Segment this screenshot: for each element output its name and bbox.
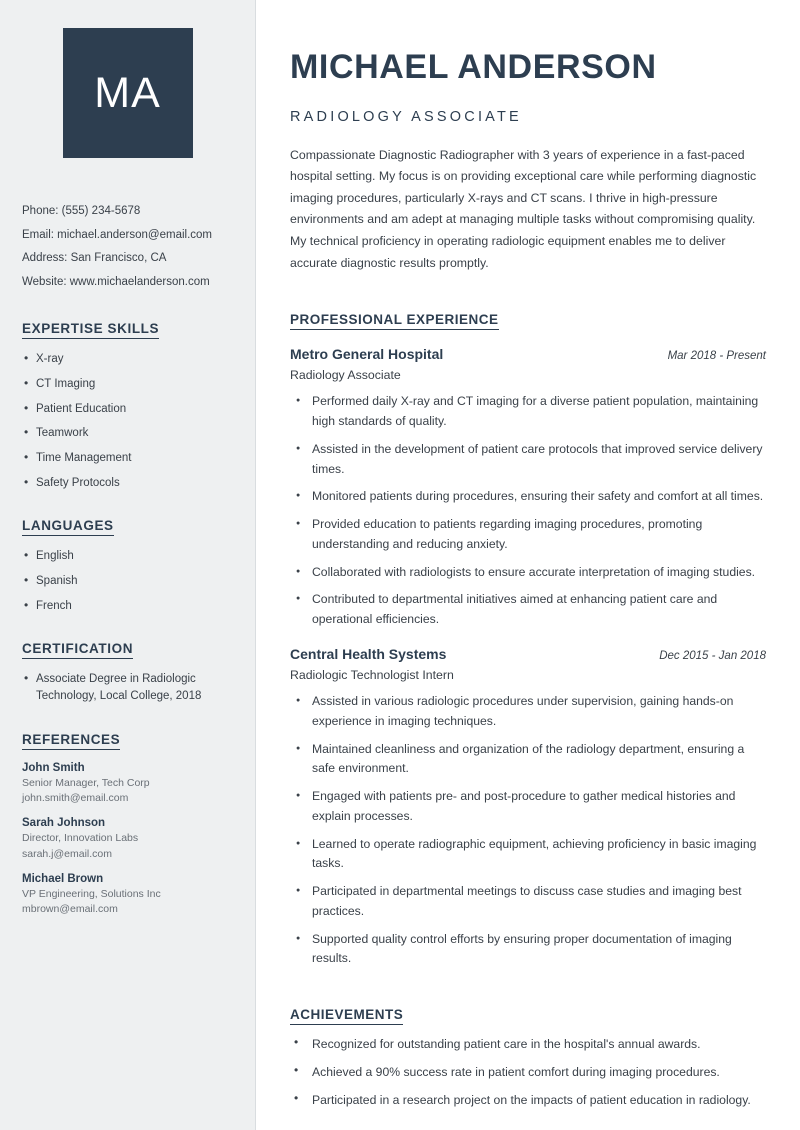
list-item: • Associate Degree in Radiologic Technology, Local College, 2018 [22, 671, 233, 704]
company-name: Metro General Hospital [290, 346, 444, 363]
list-item [22, 762, 233, 808]
references-heading: REFERENCES [22, 732, 120, 750]
avatar [22, 28, 233, 158]
reference-email: sarah.j@email.com [22, 847, 113, 860]
list-item: • CT Imaging [22, 376, 233, 393]
skills-list [22, 351, 233, 491]
reference-name: Michael Brown [22, 872, 104, 885]
reference-email: john.smith@email.com [22, 792, 129, 805]
sidebar [0, 0, 256, 1130]
contact-phone: Phone: (555) 234-5678 [22, 205, 141, 217]
list-item: ● Provided education to patients regarding imaging procedures, promoting understanding and reducing anxiety. [290, 515, 766, 555]
certification-heading: CERTIFICATION [22, 641, 133, 659]
list-item: ● Participated in departmental meetings to discuss case studies and imaging best practices. [290, 882, 766, 922]
list-item: ● Assisted in the development of patient care protocols that improved service delivery times. [290, 440, 766, 480]
reference-title: Senior Manager, Tech Corp [22, 776, 150, 789]
experience-entry-1 [290, 346, 766, 630]
list-item: • French [22, 598, 233, 615]
experience-entry-2 [290, 646, 766, 969]
list-item: ● Assisted in various radiologic procedures under supervision, gaining hands-on experience in imaging techniques. [290, 692, 766, 732]
contact-email: Email: michael.anderson@email.com [22, 228, 212, 241]
main-content [256, 0, 800, 1130]
list-item: • Recognized for outstanding patient care in the hospital's annual awards. [290, 1035, 766, 1055]
list-item: ● Monitored patients during procedures, ensuring their safety and comfort at all times. [290, 487, 766, 507]
achievements-heading: ACHIEVEMENTS [290, 1007, 403, 1025]
experience-bullets [290, 392, 766, 630]
reference-name: John Smith [22, 761, 85, 774]
languages-list [22, 548, 233, 614]
professional-summary: Compassionate Diagnostic Radiographer with 3 years of experience in a fast-paced hospital setting. My focus is on providing exceptional care while performing diagnostic imaging procedures, particularly X-rays and CT scans. I thrive in high-pressure environments and am adept at managing multiple tasks without compromising quality. My technical proficiency in operating radiologic equipment enables me to deliver accurate diagnostic results promptly. [290, 147, 757, 270]
list-item: ● Engaged with patients pre- and post-procedure to gather medical histories and explain processes. [290, 787, 766, 827]
list-item: • Achieved a 90% success rate in patient comfort during imaging procedures. [290, 1063, 766, 1083]
section-certification [22, 640, 233, 704]
reference-email: mbrown@email.com [22, 903, 118, 916]
certification-list [22, 671, 233, 704]
contact-website: Website: www.michaelanderson.com [22, 275, 210, 288]
employment-dates: Dec 2015 - Jan 2018 [659, 649, 766, 662]
list-item: ● Supported quality control efforts by ensuring proper documentation of imaging results. [290, 930, 766, 970]
company-name: Central Health Systems [290, 645, 447, 662]
list-item: • Participated in a research project on the impacts of patient education in radiology. [290, 1091, 766, 1111]
list-item: ● Performed daily X-ray and CT imaging for a diverse patient population, maintaining high standards of quality. [290, 392, 766, 432]
list-item: • Spanish [22, 573, 233, 590]
list-item: ● Maintained cleanliness and organization of the radiology department, ensuring a safe environment. [290, 740, 766, 780]
employment-dates: Mar 2018 - Present [667, 350, 766, 363]
experience-bullets [290, 692, 766, 969]
languages-heading: LANGUAGES [22, 518, 114, 536]
list-item [22, 873, 233, 919]
list-item: ● Learned to operate radiographic equipment, achieving proficiency in basic imaging tasks. [290, 835, 766, 875]
list-item: • Teamwork [22, 425, 233, 442]
contact-address: Address: San Francisco, CA [22, 252, 167, 265]
list-item [22, 817, 233, 863]
reference-name: Sarah Johnson [22, 817, 106, 830]
list-item: • English [22, 548, 233, 565]
position-title: Radiologic Technologist Intern [290, 667, 454, 682]
experience-header [290, 646, 766, 662]
list-item: ● Contributed to departmental initiatives aimed at enhancing patient care and operational efficiencies. [290, 590, 766, 630]
reference-title: VP Engineering, Solutions Inc [22, 887, 161, 900]
list-item: • Patient Education [22, 401, 233, 418]
job-role-subtitle: RADIOLOGY ASSOCIATE [290, 108, 522, 125]
section-references [22, 731, 233, 919]
page-title: MICHAEL ANDERSON [290, 47, 657, 86]
list-item: ● Collaborated with radiologists to ensure accurate interpretation of imaging studies. [290, 563, 766, 583]
contact-block [22, 200, 233, 294]
monogram-initials: MA [63, 28, 193, 158]
section-languages [22, 517, 233, 614]
section-expertise-skills [22, 320, 233, 491]
reference-title: Director, Innovation Labs [22, 832, 139, 845]
position-title: Radiology Associate [290, 368, 401, 383]
expertise-skills-heading: EXPERTISE SKILLS [22, 321, 159, 339]
list-item: • Safety Protocols [22, 475, 233, 492]
list-item: • Time Management [22, 450, 233, 467]
achievements-list [290, 1035, 766, 1110]
experience-header [290, 346, 766, 362]
experience-heading: PROFESSIONAL EXPERIENCE [290, 312, 499, 330]
list-item: • X-ray [22, 351, 233, 368]
